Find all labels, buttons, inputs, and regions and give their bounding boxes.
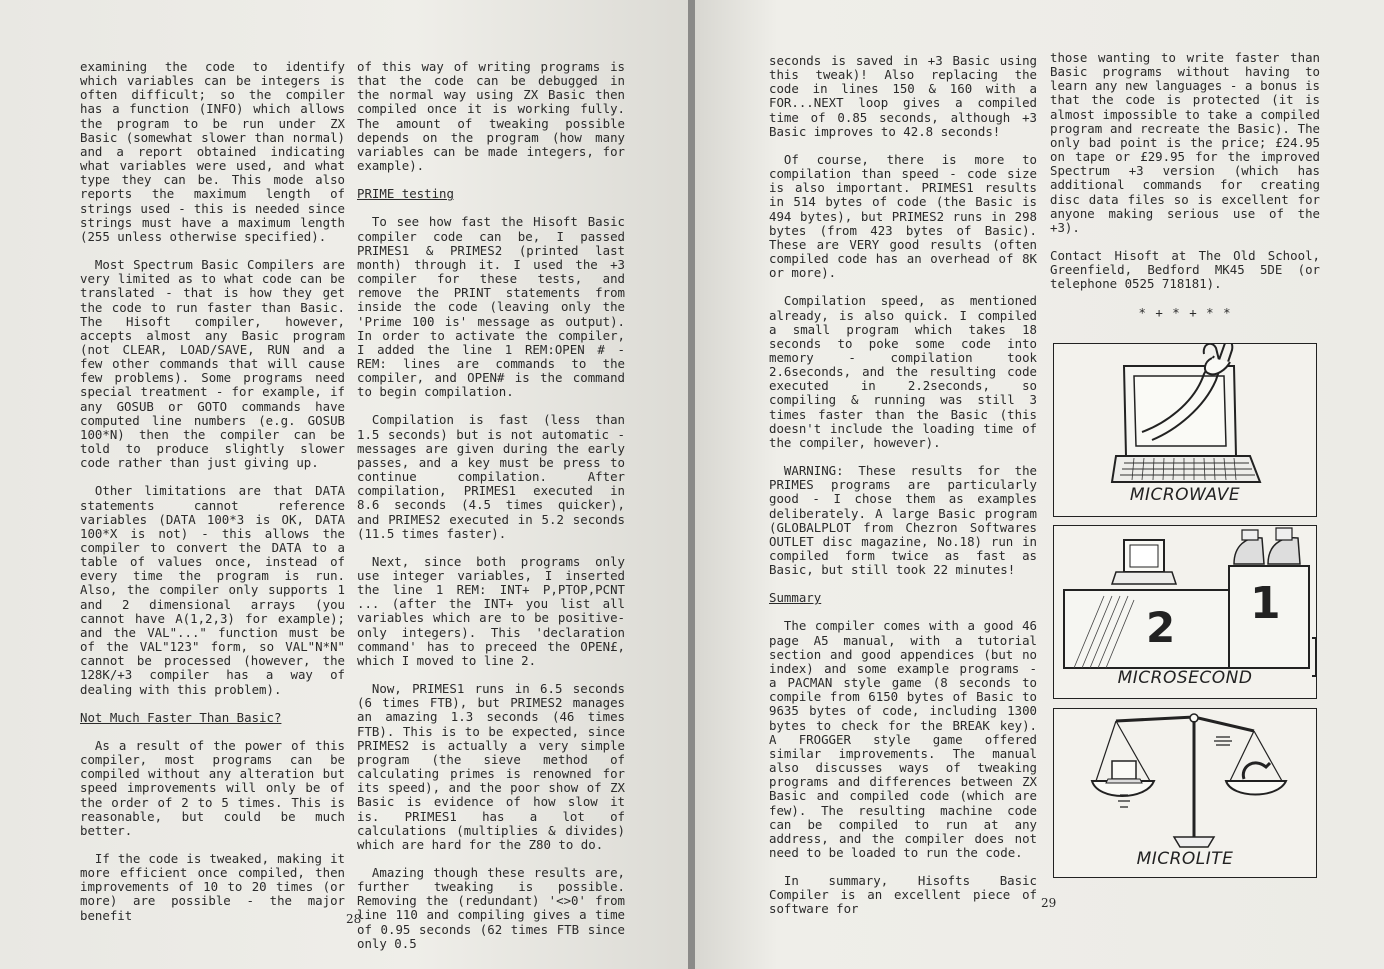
right-page-column-1 (769, 54, 1037, 931)
left-page-column-1 (80, 60, 345, 937)
ad-label-microlite: MICROLITE (1136, 849, 1234, 869)
paragraph: those wanting to write faster than Basic programs without having to learn any new languages - a bonus is that the code is protected (it is almost impossible to take a compiled program and recreate the Basic). The only bad point is the price; £24.95 on tape or £29.95 for the improved Spectrum +3 version (which has additional commands for creating disc data files so is excellent for anyone making serious use of the +3). (1050, 50, 1320, 235)
paragraph: examining the code to identify which variables can be integers is often difficult; so the compiler has a function (INFO) which allows the program to be run under ZX Basic (somewhat slower than normal) and a report obtained indicating what variables were used, and what type they can be. This mode also reports the maximum length of strings used - this is needed since strings must have a maximum length (255 unless otherwise specified). (80, 59, 345, 244)
ad-panel-microwave (1053, 343, 1317, 517)
paragraph: As a result of the power of this compiler, most programs can be compiled without any alteration but speed improvements will only be of the order of 2 to 5 times. This is reasonable, but could be much better. (80, 737, 345, 838)
paragraph: of this way of writing programs is that the code can be debugged in the normal way using ZX Basic then compiled once it is working fully. The amount of tweaking possible depends on the program (how many variables can be made integers, for example). (357, 59, 625, 174)
left-page-column-2 (357, 60, 625, 965)
paragraph: Of course, there is more to compilation than speed - code size is also important. PRIMES1 results in 514 bytes of code (the Basic is 494 bytes), but PRIMES2 runs in 298 bytes (from 423 bytes of Basic). These are VERY good results (often compiled code has an overhead of 8K or more). (769, 151, 1037, 281)
paragraph: If the code is tweaked, making it more efficient once compiled, then improvements of 10 to 20 times (or more) are possible - the major benefit (80, 850, 345, 923)
paragraph: Now, PRIMES1 runs in 6.5 seconds (6 times FTB), but PRIMES2 manages an amazing 1.3 seconds (46 times FTB). This is to be expected, since PRIMES2 is actually a very simple program (the sieve method of calculating primes is renowned for its speed), and the poor show of ZX Basic is evidence of how slow it is. PRIMES1 has a lot of calculations (multiplies & divides) which are hard for the Z80 to do. (357, 681, 625, 852)
paragraph: Contact Hisoft at The Old School, Greenfield, Bedford MK45 5DE (or telephone 0525 718181). (1050, 248, 1320, 292)
paragraph: Amazing though these results are, further tweaking is possible. Removing the (redundant) '<>0' from line 110 and compiling gives a time of 0.95 seconds (62 times FTB since only 0.5 (357, 864, 625, 951)
ad-label-microwave: MICROWAVE (1129, 485, 1241, 505)
paragraph: Compilation speed, as mentioned already, is also quick. I compiled a small program which takes 18 seconds to poke some code into memory - compilation took 2.6seconds, and the resulting code executed in 2.2seconds, so compiling & running was still 3 times faster than the Basic (this doesn't include the loading time of the compiler, however). (769, 293, 1037, 450)
section-heading: Summary (769, 590, 822, 606)
ad-label-microsecond: MICROSECOND (1117, 668, 1253, 688)
paragraph: seconds is saved in +3 Basic using this tweak)! Also replacing the code in lines 150 & 160 with a FOR...NEXT loop gives a compiled time of 0.85 seconds, although +3 Basic improves to 42.8 seconds! (769, 53, 1037, 139)
paragraph: WARNING: These results for the PRIMES programs are particularly good - I chose them as examples deliberately. A large Basic program (GLOBALPLOT from Chezron Softwares OUTLET disc magazine, No.18) run in compiled form twice as fast as Basic, but still took 22 minutes! (769, 463, 1037, 578)
paragraph: Next, since both programs only use integer variables, I inserted the line 1 REM: INT+ P,PTOP,PCNT ... (after the INT+ you list all variables which are to be positive-only integers). This 'declaration command' has to preceed the OPEN£, which I moved to line 2. (357, 553, 625, 668)
paragraph: Other limitations are that DATA statements cannot reference variables (DATA 100*3 is OK, DATA 100*X is not) - this allows the compiler to convert the DATA to a table of values once, instead of every time the program is run. Also, the compiler only supports 1 and 2 dimensional arrays (you cannot have A(1,2,3) for example); and the VAL"..." function must be of the VAL"123" form, so VAL"N*N" cannot be processed (however, the 128K/+3 compiler has a way of dealing with this problem). (80, 483, 345, 697)
paragraph: Most Spectrum Basic Compilers are very limited as to what code can be translated - that is how they get the code to run faster than Basic. The Hisoft compiler, however, accepts almost any Basic program (not CLEAR, LOAD/SAVE, RUN and a few other commands that will cause few problems). Some programs need special treatment - for example, if any GOSUB or GOTO commands have computed line numbers (e.g. GOSUB 100*N) then the compiler can be told to produce slightly slower code rather than just giving up. (80, 257, 345, 471)
left-page (0, 0, 690, 969)
right-page (695, 0, 1384, 969)
paragraph: Compilation is fast (less than 1.5 seconds) but is not automatic - messages are given during the early passes, and a key must be press to continue compilation. After compilation, PRIMES1 executed in 8.6 seconds (4.5 times quicker), and PRIMES2 executed in 5.2 seconds (11.5 times faster). (357, 412, 625, 541)
podium-number-first: 1 (1250, 578, 1281, 629)
section-divider-stars: * + * + * * (1138, 304, 1232, 320)
ad-panel-microsecond (1053, 525, 1317, 699)
paragraph: The compiler comes with a good 46 page A5 manual, with a tutorial section and good appendices (but no index) and some example programs - a PACMAN style game (8 seconds to compile from 6150 bytes of Basic to 9635 bytes of code, including 1300 bytes to check for the BREAK key). A FROGGER style game offered similar improvements. The manual also discusses ways of tweaking programs and differences between ZX Basic and compiled code (which are few). The resulting machine code can be compiled to run at any address, and the compiler does not need to be loaded to run the code. (769, 618, 1037, 860)
page-number-left: 28 (346, 912, 362, 926)
section-heading: Not Much Faster Than Basic? (80, 709, 282, 725)
page-number-right: 29 (1041, 896, 1057, 910)
paragraph: To see how fast the Hisoft Basic compiler code can be, I passed PRIMES1 & PRIMES2 (printed last month) through it. I used the +3 compiler for these tests, and remove the PRINT statements from inside the code (leaving only the 'Prime 100 is' message as output). In order to activate the compiler, I added the line 1 REM:OPEN # - REM: lines are commands to the compiler, and OPEN# is the command to begin compilation. (357, 214, 625, 400)
section-heading: PRIME testing (357, 186, 454, 202)
ad-panel-microlite (1053, 708, 1317, 878)
right-page-column-2 (1050, 51, 1320, 350)
podium-number-second: 2 (1146, 603, 1176, 652)
paragraph: In summary, Hisofts Basic Compiler is an excellent piece of software for (769, 873, 1037, 917)
